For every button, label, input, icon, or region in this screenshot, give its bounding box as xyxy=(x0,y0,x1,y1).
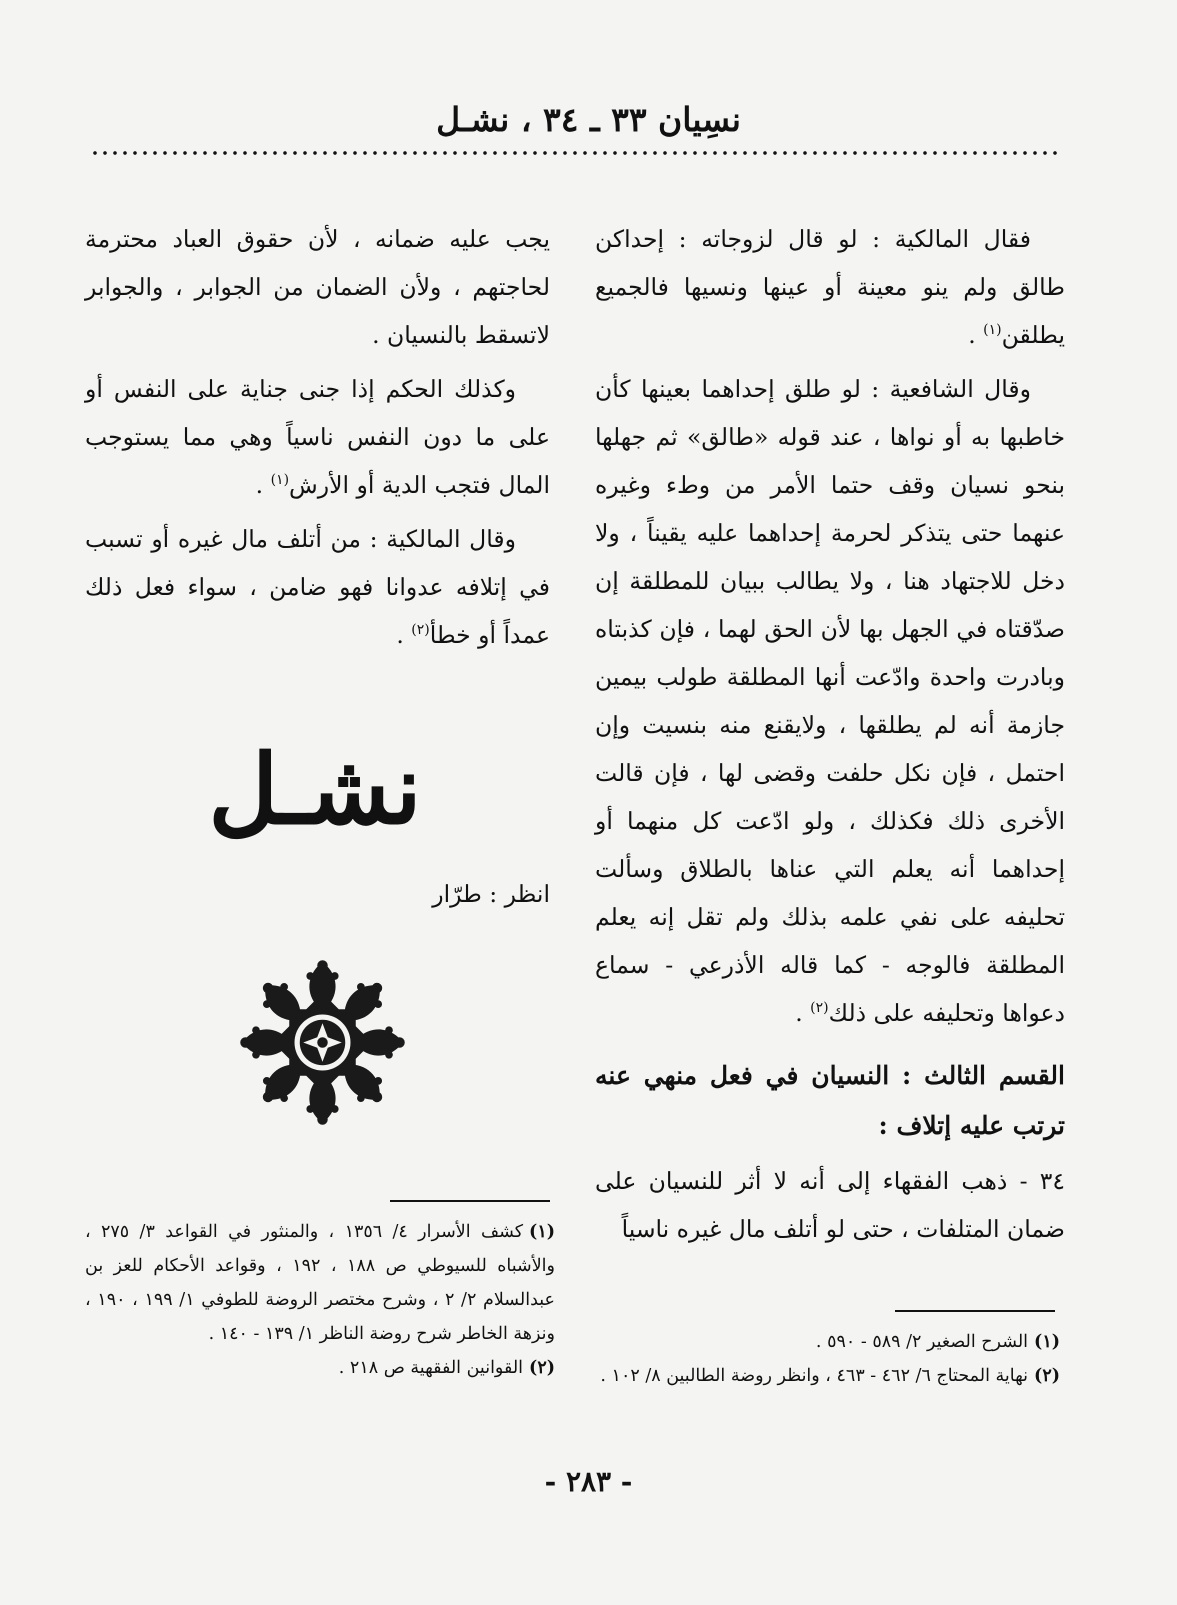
footnote-number: (١) xyxy=(529,1222,556,1242)
footnote-text: القوانين الفقهية ص ٢١٨ . xyxy=(338,1358,524,1378)
footnote-ref: (١) xyxy=(983,322,1002,339)
footnote xyxy=(85,1215,555,1351)
paragraph-end: . xyxy=(968,321,984,349)
paragraph-text: وقال الشافعية : لو طلق إحداهما بعينها كأن خاطبها به أو نواها ، عند قوله «طالق» ثم جهلها بنحو نسيان وقف حتما الأمر من وطء وغيره عنهما حتى يتذكر لحرمة إحداهما عليه يقيناً ، ولا دخل للاجتهاد هنا ، ولا يطالب ببيان للمطلقة إن صدّقتاه في الجهل بها لأن الحق لهما ، فإن كذبتاه وبادرت واحدة وادّعت أنها المطلقة طولب بيمين جازمة أنه لم يطلقها ، ولايقنع منه بنسيت وإن احتمل ، فإن نكل حلفت وقضى لها ، فإن قالت الأخرى ذلك فكذلك ، ولو ادّعت كل منهما أو إحداهما أنه يعلم التي عناها بالطلاق وسألت تحليفه على نفي علمه بذلك ولم تقل إنه يعلم المطلقة فالوجه - كما قاله الأذرعي - سماع دعواها وتحليفه على ذلك xyxy=(595,375,1065,1027)
paragraph-text: فقال المالكية : لو قال لزوجاته : إحداكن طالق ولم ينو معينة أو عينها ونسيها فالجميع يطلقن xyxy=(595,225,1065,349)
section-heading: القسم الثالث : النسيان في فعل منهي عنه ترتب عليه إتلاف : xyxy=(595,1061,1065,1140)
right-column xyxy=(595,215,1065,1259)
footnote-ref: (٢) xyxy=(411,622,430,639)
footnote-separator xyxy=(895,1310,1055,1312)
paragraph xyxy=(595,365,1065,1037)
paragraph-end: . xyxy=(396,621,412,649)
footnote-ref: (٢) xyxy=(810,1000,829,1017)
footnote xyxy=(600,1325,1060,1359)
footnote-number: (١) xyxy=(1034,1332,1060,1352)
left-footnotes xyxy=(85,1215,555,1385)
paragraph-end: . xyxy=(795,999,811,1027)
see-also-reference: انظر : طرّار xyxy=(432,880,550,908)
header-dotted-rule xyxy=(90,150,1060,156)
footnote-text: نهاية المحتاج ٦/ ٤٦٢ - ٤٦٣ ، وانظر روضة الطالبين ٨/ ١٠٢ . xyxy=(600,1366,1029,1386)
paragraph: يجب عليه ضمانه ، لأن حقوق العباد محترمة لحاجتهم ، ولأن الضمان من الجوابر ، والجوابر لاتسقط بالنسيان . xyxy=(85,225,550,349)
paragraph xyxy=(85,365,550,509)
paragraph xyxy=(85,515,550,659)
paragraph: ٣٤ - ذهب الفقهاء إلى أنه لا أثر للنسيان على ضمان المتلفات ، حتى لو أتلف مال غيره ناسياً xyxy=(595,1167,1065,1243)
footnote xyxy=(85,1351,555,1385)
footnote-number: (٢) xyxy=(1034,1366,1060,1386)
footnote-separator xyxy=(390,1200,550,1202)
page-number: - ٢٨٣ - xyxy=(544,1465,633,1498)
paragraph-text: وكذلك الحكم إذا جنى جناية على النفس أو على ما دون النفس ناسياً وهي مما يستوجب المال فتجب الدية أو الأرش xyxy=(85,375,550,499)
footnote-text: الشرح الصغير ٢/ ٥٨٩ - ٥٩٠ . xyxy=(815,1332,1029,1352)
footnote-text: كشف الأسرار ٤/ ١٣٥٦ ، والمنثور في القواعد ٣/ ٢٧٥ ، والأشباه للسيوطي ص ١٨٨ ، ١٩٢ ، وقواعد الأحكام للعز بن عبدالسلام ٢/ ٢ ، وشرح مختصر الروضة للطوفي ١/ ١٩٩ ، ١٩٠ ، ونزهة الخاطر شرح روضة الناظر ١/ ١٣٩ - ١٤٠ . xyxy=(85,1222,555,1344)
ornament-icon xyxy=(235,955,410,1130)
footnote-number: (٢) xyxy=(529,1358,555,1378)
footnote xyxy=(600,1359,1060,1393)
right-footnotes xyxy=(600,1325,1060,1393)
running-header: نسِيان ٣٣ ـ ٣٤ ، نشـل xyxy=(436,100,741,139)
entry-title: نشـل xyxy=(208,733,422,846)
paragraph-end: . xyxy=(255,471,271,499)
footnote-ref: (١) xyxy=(270,472,290,489)
paragraph-text: وقال المالكية : من أتلف مال غيره أو تسبب في إتلافه عدوانا فهو ضامن ، سواء فعل ذلك عمداً أو خطأ xyxy=(85,525,550,649)
left-column xyxy=(85,215,550,665)
paragraph xyxy=(595,215,1065,359)
